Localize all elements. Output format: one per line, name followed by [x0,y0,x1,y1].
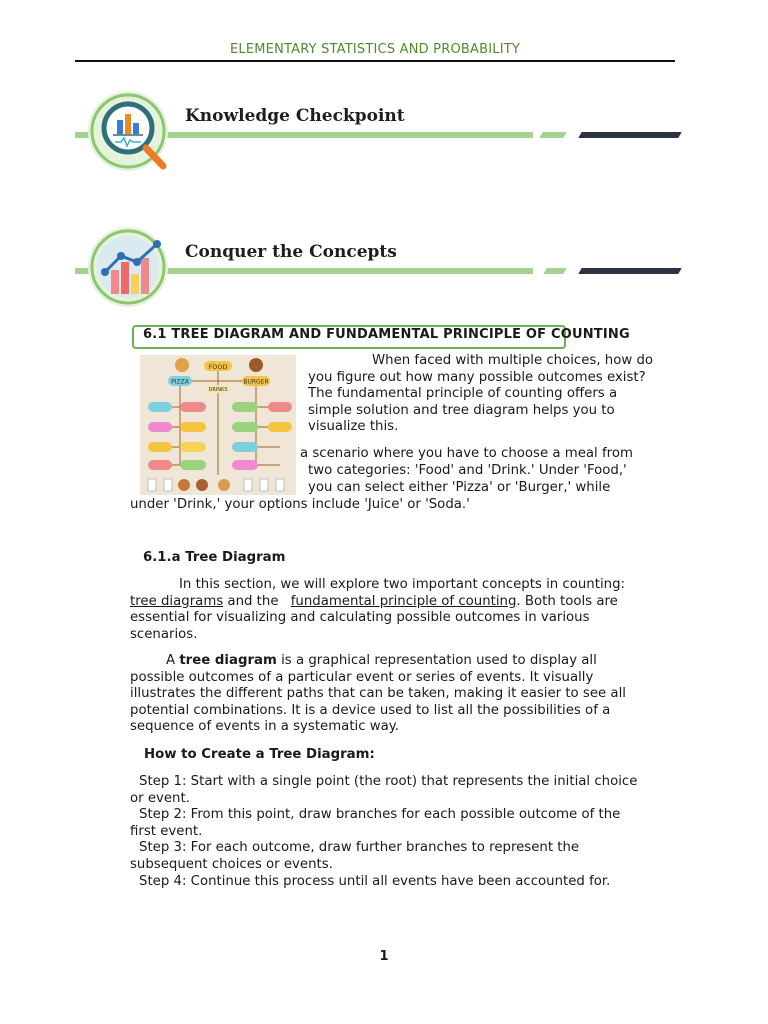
intro-line: visualize this. [308,419,399,435]
paragraph-text: . Both tools are [516,593,618,609]
section-heading: 6.1 TREE DIAGRAM AND FUNDAMENTAL PRINCIPLE OF COUNTING [143,327,630,342]
banner-title: Conquer the Concepts [185,242,401,262]
paragraph-line: possible outcomes of a particular event or series of events. It visually [130,669,594,685]
paragraph-line: essential for visualizing and calculating possible outcomes in various [130,610,590,626]
tree-diagram-term: tree diagram [179,653,277,668]
concepts-paragraph [130,577,690,643]
paragraph-text: is a graphical representation used to display all [276,653,597,668]
fundamental-principle-link[interactable]: fundamental principle of counting [290,593,517,609]
intro-line: The fundamental principle of counting offers a [308,386,618,402]
step-item: Step 1: Start with a single point (the root) that represents the initial choice [139,774,638,789]
subsection-heading: 6.1.a Tree Diagram [143,550,286,565]
step-item-continued: first event. [130,823,203,839]
step-item-continued: or event. [130,790,190,806]
banner-dark-bar [578,132,681,138]
tree-burger-label: BURGER [243,378,269,386]
bar-chart-icon [87,226,169,308]
banner-slant-segment [539,132,566,138]
step-item-continued: subsequent choices or events. [130,856,333,872]
paragraph-text: A [166,653,180,668]
steps-list [130,774,690,890]
tree-diagrams-link[interactable]: tree diagrams [130,593,224,609]
paragraph-text: and the [223,593,283,609]
scenario-line: you can select either 'Pizza' or 'Burger,' while [308,480,611,495]
tree-root-label: FOOD [208,363,228,371]
step-item: Step 3: For each outcome, draw further branches to represent the [139,840,580,856]
intro-paragraph [308,353,688,436]
paragraph-line: In this section, we will explore two important concepts in counting: [179,577,625,592]
page-number: 1 [379,949,389,964]
header-rule [75,60,675,62]
step-item: Step 4: Continue this process until all events have been accounted for. [139,873,611,889]
paragraph-line: scenarios. [130,626,198,642]
magnifier-chart-icon [87,90,169,172]
intro-line: simple solution and tree diagram helps you to [308,402,615,418]
running-header: ELEMENTARY STATISTICS AND PROBABILITY [229,42,521,57]
paragraph-line: sequence of events in a systematic way. [130,719,399,735]
intro-line: you figure out how many possible outcomes exist? [308,369,646,385]
intro-line: When faced with multiple choices, how do [372,353,654,368]
how-to-heading: How to Create a Tree Diagram: [144,747,375,762]
conquer-concepts-banner [75,222,680,322]
tree-pizza-label: PIZZA [171,378,189,386]
step-item: Step 2: From this point, draw branches for each possible outcome of the [139,807,621,823]
banner-dark-bar [578,268,681,274]
scenario-line: under 'Drink,' your options include 'Juice' or 'Soda.' [130,497,470,512]
paragraph-line: potential combinations. It is a device used to list all the possibilities of a [130,702,611,718]
food-drink-tree-illustration [140,355,296,495]
banner-title: Knowledge Checkpoint [185,106,409,126]
banner-slant-segment [543,268,566,274]
scenario-line: two categories: 'Food' and 'Drink.' Under 'Food,' [308,463,627,478]
tree-diagram-definition [130,653,690,736]
paragraph-line: illustrates the different paths that can be taken, making it easier to see all [130,686,626,702]
tree-drinks-label: DRINKS [208,387,228,393]
scenario-line: a scenario where you have to choose a meal from [300,446,633,461]
knowledge-checkpoint-banner [75,86,680,186]
